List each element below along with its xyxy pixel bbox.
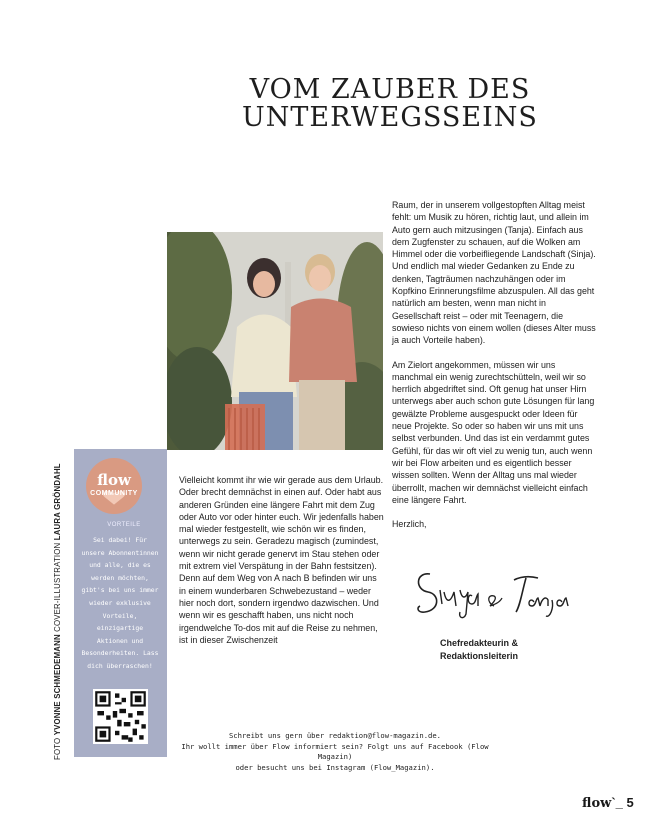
- signature-role: [440, 637, 518, 662]
- flow-logo: flow: [582, 796, 612, 811]
- paragraph: Vielleicht kommt ihr wie wir gerade aus dem Urlaub. Oder brecht demnächst in einen auf. Oder habt aus anderen Gründen eine längere Fahrt mit dem Zug oder Auto vor oder hinter euch. Wir jedenfalls haben mal wieder festgestellt, wie schön wir es finden, unterwegs zu sein. Geradezu magisch (zumindest, wenn wir nicht gerade genervt im Stau stehen oder mit extrem viel Verspätung in der Bahn festsitzen). Denn auf dem Weg von A nach B befinden wir uns in einem wunderbaren Schwebezustand – weder hier noch dort, sondern irgendwo dazwischen. Und wenn wir es geschafft haben, uns nicht noch irgendwelche To-dos mit auf die Reise zu nehmen, ist in dieser Zwischenzeit: [179, 475, 384, 645]
- contact-line-2: Ihr wollt immer über Flow informiert sein? Folgt uns auf Facebook (Flow Magazin): [181, 741, 489, 761]
- contact-note: [170, 731, 500, 773]
- community-sidebar: [74, 449, 167, 757]
- qr-code-icon[interactable]: [93, 689, 148, 744]
- badge-flow-logo: flow: [97, 471, 131, 489]
- folio-separator: `_: [611, 795, 627, 810]
- editors-photo: [167, 232, 383, 450]
- role-line-1: Chefredakteurin &: [440, 638, 519, 648]
- title-line-1: VOM ZAUBER DES: [249, 74, 531, 105]
- paragraph: Am Zielort angekommen, müssen wir uns manchmal ein wenig zurechtschütteln, weil wir so herrlich abgedriftet sind. Oft genug hat unser Hirn unterwegs aber auch schon gute Lösungen für lang gewälzte Probleme ausgespuckt oder Ideen für neue Projekte. So oder so haben wir uns mit uns selbst verbunden. Und das ist ein verdammt gutes Gefühl, für das wir oft viel zu wenig tun, auch wenn wir bei Flow arbeiten und es eigentlich besser wissen sollten. Wenn der Alltag uns mal wieder überrollt, machen wir demnächst vielleicht einfach eine längere Fahrt.: [392, 359, 595, 505]
- community-badge: [85, 457, 143, 528]
- role-line-2: Redaktionsleiterin: [440, 650, 519, 661]
- contact-line-3: oder besucht uns bei Instagram (Flow_Magazin).: [235, 762, 435, 772]
- photo-credit: FOTO YVONNE SCHMEDEMANN COVER-ILLUSTRATION LAURA GRÖNDAHL: [53, 463, 62, 760]
- right-text-column: [392, 199, 597, 542]
- paragraph: Raum, der in unserem vollgestopften Alltag meist fehlt: um Musik zu hören, richtig laut, und allein im Auto gern auch mitzusingen (Tanja). Einfach aus dem Zugfenster zu schauen, auf die Wolken am Himmel oder die vorbeifliegende Landschaft (Sinja). Und endlich mal wieder Gedanken zu Ende zu denken, Tagträumen nachzuhängen oder im Kopfkino Erinnerungsfilme abzuspulen. All das geht natürlich am besten, wenn man nicht in Gesellschaft reist – oder mit Teenagern, die sowieso nichts von einem wollen (dieses Alter muss ja auch Vorteile haben).: [392, 200, 596, 346]
- badge-community-label: COMMUNITY: [90, 490, 138, 497]
- page-title: [200, 76, 580, 132]
- sidebar-text: Sei dabei! Für unsere Abonnentinnen und alle, die es werden möchten, gibt's bei uns immer wieder exklusive Vorteile, einzigartige Aktionen und Besonderheiten. Lass dich überraschen!: [81, 536, 159, 670]
- contact-line-1: Schreibt uns gern über redaktion@flow-magazin.de.: [228, 731, 442, 740]
- closing-greeting: Herzlich,: [392, 519, 427, 530]
- title-line-2: UNTERWEGSSEINS: [242, 102, 538, 133]
- middle-text-column: [179, 474, 384, 658]
- badge-vorteile-label: VORTEILE: [107, 522, 141, 528]
- page-folio: [582, 795, 634, 811]
- page-number: 5: [626, 795, 634, 810]
- handwritten-signature: [410, 562, 590, 622]
